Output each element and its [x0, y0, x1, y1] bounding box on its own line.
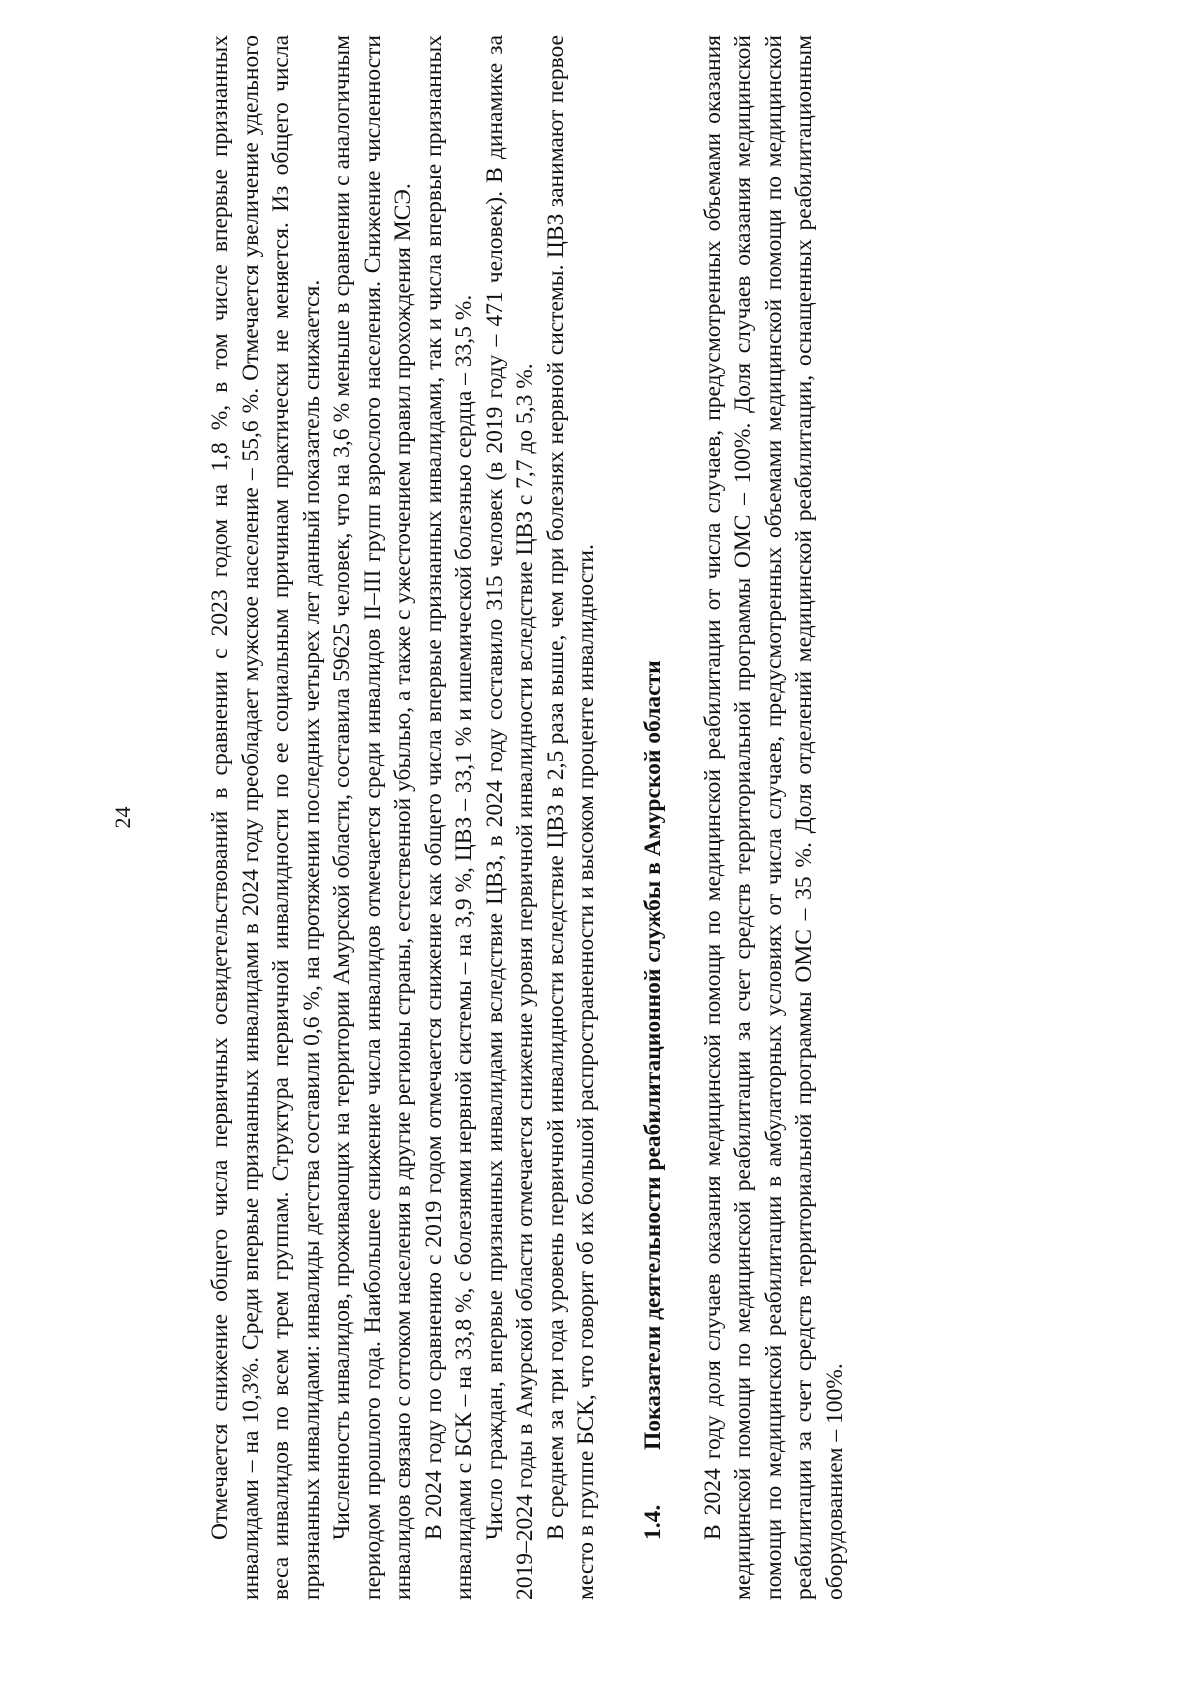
- paragraph-comparison-2019: В 2024 году по сравнению с 2019 годом отмечается снижение как общего числа впервые признанных инвалидами, так и числа впервые признанных инвалидами с БСК – на 33,8 %, с болезнями нервной системы – на 3,9 %, ЦВЗ – 33,1 % и ишемической болезнью сердца – 33,5 %.: [420, 35, 477, 1600]
- section-title: Показатели деятельности реабилитационной службы в Амурской области: [639, 660, 666, 1450]
- paragraph-rehabilitation-indicators: В 2024 году доля случаев оказания медицинской помощи по медицинской реабилитации от числа случаев, предусмотренных объемами оказания медицинской помощи по медицинской реабилитации за счет средств территориальной программы ОМС – 100%. Доля случаев оказания медицинской помощи по медицинской реабилитации в амбулаторных условиях от числа случаев, предусмотренных объемами медицинской помощи по медицинской реабилитации за счет средств территориальной программы ОМС – 35 %. Доля отделений медицинской реабилитации, оснащенных реабилитационным оборудованием – 100%.: [699, 35, 848, 1600]
- paragraph-cvd-count: Число граждан, впервые признанных инвалидами вследствие ЦВЗ, в 2024 году составило 315 человек (в 2019 году – 471 человек). В динамике за 2019–2024 годы в Амурской области отмечается снижение уровня первичной инвалидности вследствие ЦВЗ с 7,7 до 5,3 %.: [481, 35, 538, 1600]
- paragraph-three-year-average: В среднем за три года уровень первичной инвалидности вследствие ЦВЗ в 2,5 раза выше, чем при болезнях нервной системы. ЦВЗ занимают первое место в группе БСК, что говорит об их большой распространенности и высоком проценте инвалидности.: [542, 35, 599, 1600]
- page-number: 24: [110, 806, 135, 829]
- paragraph-disabled-population: Численность инвалидов, проживающих на территории Амурской области, составила 59625 человек, что на 3,6 % меньше в сравнении с аналогичным периодом прошлого года. Наибольшее снижение числа инвалидов отмечается среди инвалидов II–III групп взрослого населения. Снижение численности инвалидов связано с оттоком населения в другие регионы страны, естественной убылью, а также с ужесточением правил прохождения МСЭ.: [329, 35, 416, 1600]
- section-heading: [638, 35, 668, 1600]
- paragraph-primary-examinations: Отмечается снижение общего числа первичных освидетельствований в сравнении с 2023 годом на 1,8 %, в том числе впервые признанных инвалидами – на 10,3%. Среди впервые признанных инвалидами в 2024 году преобладает мужское население – 55,6 %. Отмечается увеличение удельного веса инвалидов по всем трем группам. Структура первичной инвалидности по ее социальным причинам практически не меняется. Из общего числа признанных инвалидами: инвалиды детства составили 0,6 %, на протяжении последних четырех лет данный показатель снижается.: [207, 35, 325, 1600]
- section-number: 1.4.: [639, 1504, 666, 1540]
- document-body: [205, 35, 850, 1600]
- rotated-page-content: [110, 35, 865, 1600]
